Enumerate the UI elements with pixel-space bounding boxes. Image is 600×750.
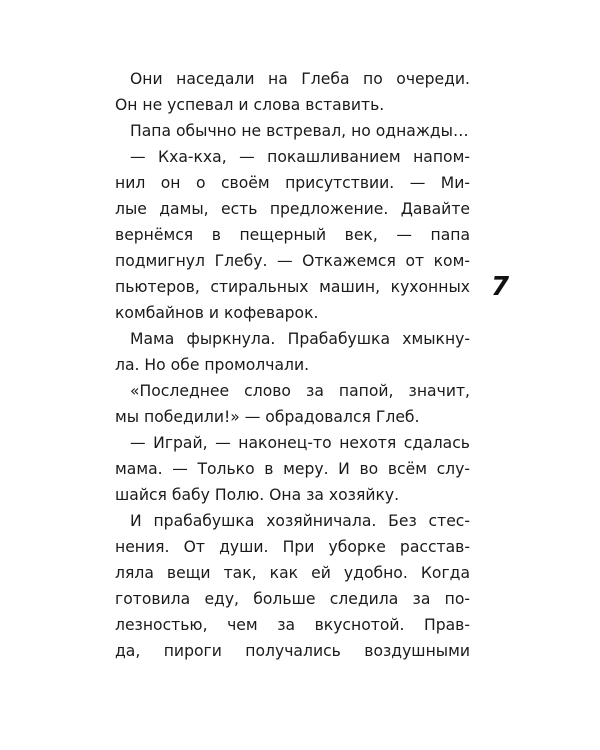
text-line: Мама фыркнула. Прабабушка хмыкну- — [130, 330, 470, 348]
text-line: Папа обычно не встревал, но однажды… — [130, 122, 469, 140]
text-line: И прабабушка хозяйничала. Без стес- — [130, 512, 470, 530]
text-line: «Последнее слово за папой, значит, — [130, 382, 470, 400]
text-line: — Играй, — наконец-то нехотя сдалась — [130, 434, 470, 452]
text-line: Он не успевал и слова вставить. — [115, 96, 385, 114]
text-line: лезностью, чем за вкуснотой. Прав- — [115, 616, 470, 634]
text-line: подмигнул Глебу. — Откажемся от ком- — [115, 252, 470, 270]
text-line: ляла вещи так, как ей удобно. Когда — [115, 564, 470, 582]
text-line: Они наседали на Глеба по очереди. — [130, 70, 470, 88]
text-line: комбайнов и кофеварок. — [115, 304, 319, 322]
text-line: лые дамы, есть предложение. Давайте — [115, 200, 470, 218]
text-line: вернёмся в пещерный век, — папа — [115, 226, 470, 244]
text-line: ла. Но обе промолчали. — [115, 356, 310, 374]
text-line: готовила еду, больше следила за по- — [115, 590, 470, 608]
text-line: пьютеров, стиральных машин, кухонных — [115, 278, 470, 296]
body-text — [115, 66, 470, 664]
text-line: да, пироги получались воздушными — [115, 642, 470, 660]
text-line: — Кха-кха, — покашливанием напом- — [130, 148, 470, 166]
text-line: нения. От души. При уборке расстав- — [115, 538, 470, 556]
page-number: 7 — [491, 272, 510, 302]
text-line: мама. — Только в меру. И во всём слу- — [115, 460, 470, 478]
text-line: нил он о своём присутствии. — Ми- — [115, 174, 470, 192]
text-line: мы победили!» — обрадовался Глеб. — [115, 408, 420, 426]
text-line: шайся бабу Полю. Она за хозяйку. — [115, 486, 400, 504]
